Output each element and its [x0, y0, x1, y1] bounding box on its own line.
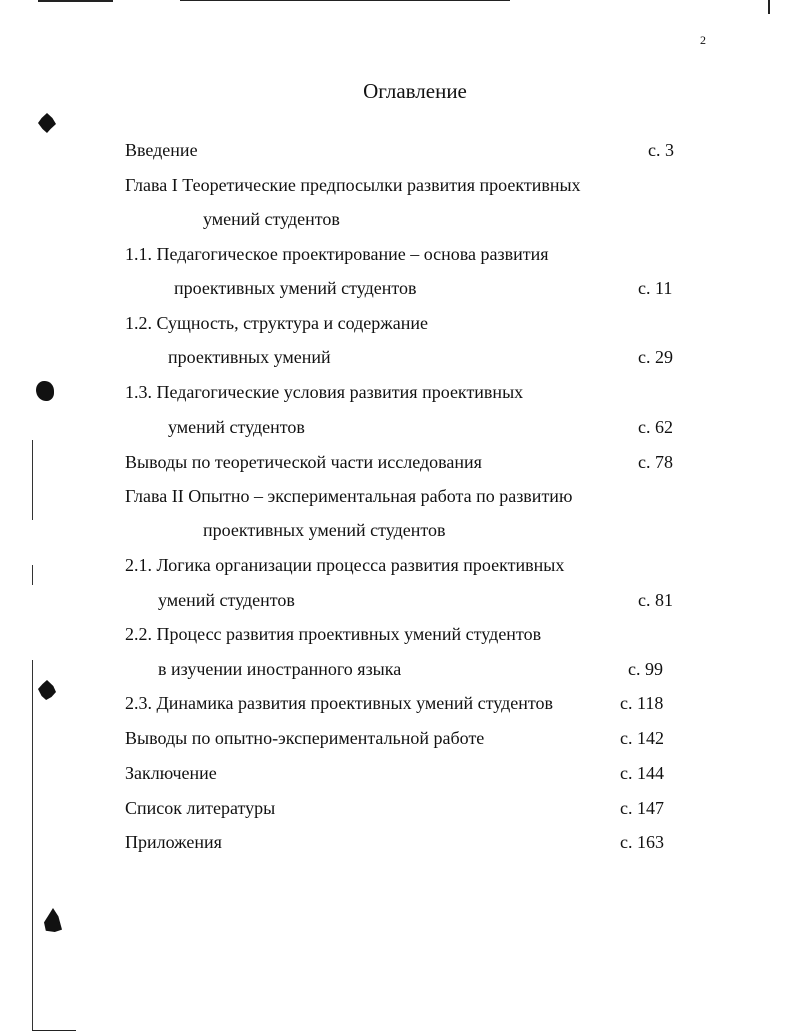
toc-entry-appendices: Приложения — [125, 832, 222, 852]
toc-page-2-2: с. 99 — [628, 659, 663, 679]
scan-artifact-margin-line — [32, 660, 33, 1030]
punch-hole-mark — [38, 113, 56, 133]
page-title: Оглавление — [363, 79, 467, 103]
punch-hole-mark — [44, 908, 62, 932]
page-number: 2 — [700, 33, 706, 47]
scan-artifact-bottom-left — [32, 1030, 76, 1031]
toc-entry-2-3: 2.3. Динамика развития проективных умений студентов — [125, 693, 554, 713]
toc-entry-2-1-cont: умений студентов — [158, 590, 295, 610]
toc-page-2-3: с. 118 — [620, 693, 664, 713]
toc-page-conclusions-experiment: с. 142 — [620, 728, 664, 748]
toc-page-appendices: с. 163 — [620, 832, 664, 852]
toc-entry-conclusions-theory: Выводы по теоретической части исследования — [125, 452, 482, 472]
toc-entry-intro: Введение — [125, 140, 198, 160]
scan-artifact-top-center — [180, 0, 510, 1]
toc-entry-chapter-1-cont: умений студентов — [203, 209, 340, 229]
toc-entry-2-1: 2.1. Логика организации процесса развития проективных — [125, 555, 565, 575]
toc-entry-chapter-2: Глава II Опытно – экспериментальная работа по развитию — [125, 486, 573, 506]
scan-artifact-margin-line — [32, 440, 33, 520]
toc-entry-1-2-cont: проективных умений — [168, 347, 331, 367]
toc-page-conclusion: с. 144 — [620, 763, 664, 783]
toc-entry-1-2: 1.2. Сущность, структура и содержание — [125, 313, 428, 333]
toc-entry-1-1-cont: проективных умений студентов — [174, 278, 417, 298]
toc-entry-1-3-cont: умений студентов — [168, 417, 305, 437]
toc-page-intro: с. 3 — [648, 140, 674, 160]
punch-hole-mark — [38, 680, 56, 700]
scan-artifact-top-left — [38, 0, 113, 2]
toc-entry-1-3: 1.3. Педагогические условия развития проективных — [125, 382, 524, 402]
toc-entry-references: Список литературы — [125, 798, 276, 818]
toc-entry-2-2: 2.2. Процесс развития проективных умений студентов — [125, 624, 542, 644]
toc-entry-1-1: 1.1. Педагогическое проектирование – основа развития — [125, 244, 549, 264]
toc-page-2-1: с. 81 — [638, 590, 673, 610]
toc-page-1-3: с. 62 — [638, 417, 673, 437]
toc-page-conclusions-theory: с. 78 — [638, 452, 673, 472]
toc-page-references: с. 147 — [620, 798, 664, 818]
toc-entry-chapter-2-cont: проективных умений студентов — [203, 520, 446, 540]
scan-artifact-top-right — [768, 0, 770, 14]
toc-page-1-1: с. 11 — [638, 278, 673, 298]
scan-artifact-margin-line — [32, 565, 33, 585]
toc-entry-chapter-1: Глава I Теоретические предпосылки развития проективных — [125, 175, 581, 195]
toc-entry-2-2-cont: в изучении иностранного языка — [158, 659, 402, 679]
toc-page-1-2: с. 29 — [638, 347, 673, 367]
toc-entry-conclusion: Заключение — [125, 763, 217, 783]
toc-entry-conclusions-experiment: Выводы по опытно-экспериментальной работе — [125, 728, 485, 748]
punch-hole-mark — [36, 381, 54, 401]
